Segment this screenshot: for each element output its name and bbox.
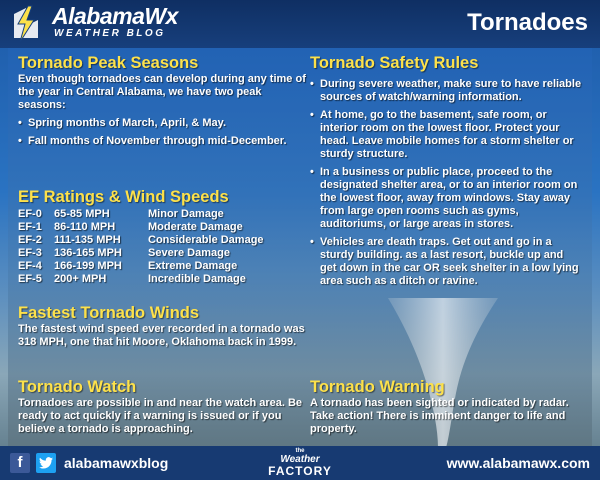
ef-rating: EF-4: [18, 260, 42, 272]
tornado-warning-text: A tornado has been sighted or indicated by radar. Take action! There is imminent danger to life and property.: [310, 397, 569, 435]
peak-seasons-intro: Even though tornadoes can develop during any time of the year in Central Alabama, we have two peak seasons:: [18, 73, 306, 111]
table-row: [18, 260, 308, 273]
ef-damage: Severe Damage: [148, 247, 230, 259]
safety-rules-title: Tornado Safety Rules: [310, 54, 479, 72]
lightning-bolt-icon: [6, 4, 46, 44]
ef-damage: Extreme Damage: [148, 260, 238, 272]
list-item: • Spring months of March, April, & May.: [18, 117, 308, 130]
ef-speed: 166-199 MPH: [54, 260, 122, 272]
ef-rating: EF-5: [18, 273, 42, 285]
tornado-watch-title: Tornado Watch: [18, 378, 137, 396]
ef-rating: EF-0: [18, 208, 42, 220]
table-row: [18, 247, 308, 260]
social-handle[interactable]: alabamawxblog: [64, 455, 169, 471]
ef-rating: EF-3: [18, 247, 42, 259]
ef-speed: 136-165 MPH: [54, 247, 122, 259]
ef-speed: 200+ MPH: [54, 273, 107, 285]
brand-subtitle: WEATHER BLOG: [54, 28, 166, 39]
website-link[interactable]: www.alabamawx.com: [446, 455, 590, 471]
table-row: [18, 234, 308, 247]
fastest-winds-section: [18, 304, 308, 349]
ef-ratings-title: EF Ratings & Wind Speeds: [18, 188, 229, 206]
peak-seasons-section: [18, 54, 308, 148]
ef-speed: 65-85 MPH: [54, 208, 110, 220]
table-row: [18, 221, 308, 234]
ef-damage: Considerable Damage: [148, 234, 264, 246]
list-item: • During severe weather, make sure to have reliable sources of watch/warning information.: [310, 78, 582, 104]
ef-damage: Minor Damage: [148, 208, 224, 220]
page-title: Tornadoes: [467, 9, 588, 36]
tornado-warning-section: [310, 378, 582, 436]
table-row: [18, 273, 308, 286]
peak-seasons-title: Tornado Peak Seasons: [18, 54, 199, 72]
ef-ratings-section: [18, 188, 308, 286]
ef-rating: EF-2: [18, 234, 42, 246]
fastest-winds-text: The fastest wind speed ever recorded in a tornado was 318 MPH, one that hit Moore, Oklahoma back in 1999.: [18, 323, 305, 348]
tornado-warning-title: Tornado Warning: [310, 378, 445, 396]
footer-bar: [0, 446, 600, 480]
ef-speed: 111-135 MPH: [54, 234, 121, 246]
ef-ratings-table: [18, 208, 308, 286]
ef-speed: 86-110 MPH: [54, 221, 116, 233]
tornado-watch-text: Tornadoes are possible in and near the watch area. Be ready to act quickly if a warning is issued or if you believe a tornado is approaching.: [18, 397, 303, 435]
peak-seasons-list: [18, 117, 308, 148]
weather-factory-weather: Weather: [280, 454, 320, 465]
tornado-watch-section: [18, 378, 308, 436]
brand-name: AlabamaWx: [52, 3, 178, 29]
content-panel: [8, 48, 592, 446]
facebook-icon[interactable]: f: [10, 453, 30, 473]
list-item: • At home, go to the basement, safe room, or interior room on the lowest floor. Protect your head. Leave mobile homes for a storm shelter or sturdy structure.: [310, 109, 582, 161]
header-bar: [0, 0, 600, 48]
list-item: • In a business or public place, proceed to the designated shelter area, or to an interior room on the lowest floor, away from windows. Stay away from large open rooms such as gyms, auditoriums, or large areas in stores.: [310, 166, 582, 231]
weather-factory-the: the: [295, 448, 305, 454]
safety-rules-list: [310, 78, 582, 288]
list-item: • Vehicles are death traps. Get out and go in a sturdy building. as a last resort, buckle up and get down in the car OR seek shelter in a low lying area such as a ditch or ravine.: [310, 236, 582, 288]
ef-damage: Moderate Damage: [148, 221, 243, 233]
weather-factory-logo: [250, 448, 350, 478]
table-row: [18, 208, 308, 221]
ef-damage: Incredible Damage: [148, 273, 246, 285]
ef-rating: EF-1: [18, 221, 42, 233]
twitter-icon[interactable]: [36, 453, 56, 473]
fastest-winds-title: Fastest Tornado Winds: [18, 304, 200, 322]
weather-factory-factory: FACTORY: [268, 464, 332, 478]
safety-rules-section: [310, 54, 582, 288]
list-item: • Fall months of November through mid-December.: [18, 135, 308, 148]
